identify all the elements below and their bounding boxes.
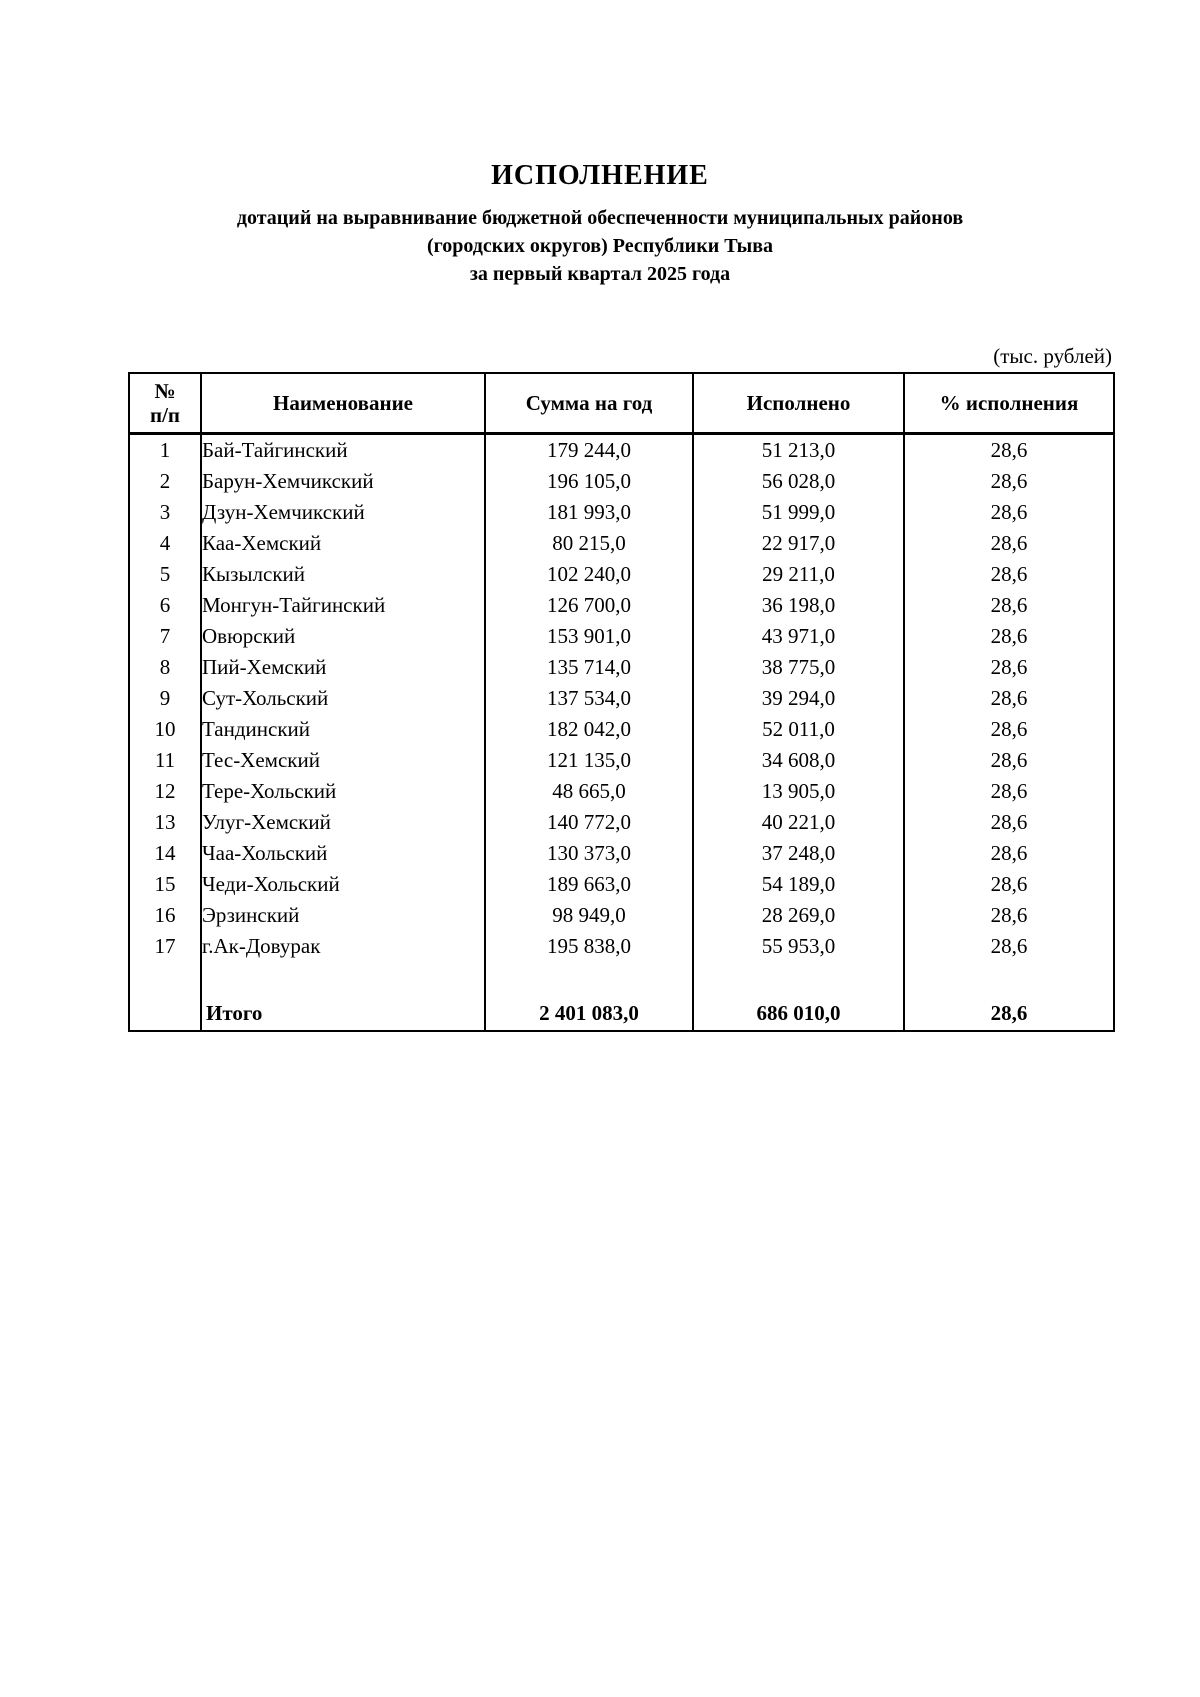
table-body bbox=[129, 434, 1114, 1032]
row-num: 8 bbox=[129, 652, 201, 683]
row-percent: 28,6 bbox=[904, 900, 1114, 931]
row-name: Каа-Хемский bbox=[201, 528, 485, 559]
row-name: Бай-Тайгинский bbox=[201, 434, 485, 467]
row-year-sum: 80 215,0 bbox=[485, 528, 693, 559]
row-executed: 28 269,0 bbox=[693, 900, 904, 931]
row-percent: 28,6 bbox=[904, 776, 1114, 807]
table-row bbox=[129, 838, 1114, 869]
row-name: Эрзинский bbox=[201, 900, 485, 931]
row-executed: 37 248,0 bbox=[693, 838, 904, 869]
row-year-sum: 130 373,0 bbox=[485, 838, 693, 869]
row-executed: 13 905,0 bbox=[693, 776, 904, 807]
row-percent: 28,6 bbox=[904, 621, 1114, 652]
row-year-sum: 140 772,0 bbox=[485, 807, 693, 838]
table-row bbox=[129, 652, 1114, 683]
row-num: 9 bbox=[129, 683, 201, 714]
row-executed: 38 775,0 bbox=[693, 652, 904, 683]
table-spacer-row bbox=[129, 962, 1114, 986]
row-num: 3 bbox=[129, 497, 201, 528]
row-percent: 28,6 bbox=[904, 590, 1114, 621]
row-name: Сут-Хольский bbox=[201, 683, 485, 714]
row-num: 13 bbox=[129, 807, 201, 838]
row-executed: 55 953,0 bbox=[693, 931, 904, 962]
row-name: Чаа-Хольский bbox=[201, 838, 485, 869]
header-executed: Исполнено bbox=[693, 373, 904, 434]
total-percent: 28,6 bbox=[904, 986, 1114, 1031]
table-row bbox=[129, 528, 1114, 559]
row-num: 4 bbox=[129, 528, 201, 559]
row-year-sum: 181 993,0 bbox=[485, 497, 693, 528]
row-num: 16 bbox=[129, 900, 201, 931]
header-num-line2: п/п bbox=[149, 403, 181, 427]
row-executed: 39 294,0 bbox=[693, 683, 904, 714]
row-year-sum: 126 700,0 bbox=[485, 590, 693, 621]
subtitle-line-3: за первый квартал 2025 года bbox=[469, 263, 731, 285]
row-percent: 28,6 bbox=[904, 528, 1114, 559]
row-percent: 28,6 bbox=[904, 714, 1114, 745]
table-header-row bbox=[129, 373, 1114, 434]
row-percent: 28,6 bbox=[904, 807, 1114, 838]
row-name: Чеди-Хольский bbox=[201, 869, 485, 900]
row-executed: 51 213,0 bbox=[693, 434, 904, 467]
table-row bbox=[129, 683, 1114, 714]
document-title: ИСПОЛНЕНИЕ bbox=[491, 160, 709, 191]
row-executed: 51 999,0 bbox=[693, 497, 904, 528]
row-year-sum: 179 244,0 bbox=[485, 434, 693, 467]
row-percent: 28,6 bbox=[904, 497, 1114, 528]
row-num: 1 bbox=[129, 434, 201, 467]
row-percent: 28,6 bbox=[904, 466, 1114, 497]
row-executed: 22 917,0 bbox=[693, 528, 904, 559]
row-name: Пий-Хемский bbox=[201, 652, 485, 683]
unit-label: (тыс. рублей) bbox=[993, 344, 1112, 368]
row-year-sum: 48 665,0 bbox=[485, 776, 693, 807]
header-year-sum: Сумма на год bbox=[485, 373, 693, 434]
row-percent: 28,6 bbox=[904, 931, 1114, 962]
row-percent: 28,6 bbox=[904, 652, 1114, 683]
subtitle-line-2: (городских округов) Республики Тыва bbox=[426, 235, 774, 257]
total-row bbox=[129, 986, 1114, 1031]
table-row bbox=[129, 714, 1114, 745]
row-name: Улуг-Хемский bbox=[201, 807, 485, 838]
table-row bbox=[129, 745, 1114, 776]
row-name: Овюрский bbox=[201, 621, 485, 652]
row-num: 12 bbox=[129, 776, 201, 807]
row-year-sum: 137 534,0 bbox=[485, 683, 693, 714]
row-percent: 28,6 bbox=[904, 559, 1114, 590]
row-year-sum: 196 105,0 bbox=[485, 466, 693, 497]
row-percent: 28,6 bbox=[904, 869, 1114, 900]
table-row bbox=[129, 776, 1114, 807]
row-percent: 28,6 bbox=[904, 745, 1114, 776]
row-percent: 28,6 bbox=[904, 434, 1114, 467]
total-label: Итого bbox=[201, 986, 485, 1031]
table-row bbox=[129, 931, 1114, 962]
row-num: 5 bbox=[129, 559, 201, 590]
total-year-sum: 2 401 083,0 bbox=[485, 986, 693, 1031]
row-name: Тандинский bbox=[201, 714, 485, 745]
row-name: Монгун-Тайгинский bbox=[201, 590, 485, 621]
row-percent: 28,6 bbox=[904, 683, 1114, 714]
total-num bbox=[129, 986, 201, 1031]
row-year-sum: 102 240,0 bbox=[485, 559, 693, 590]
row-year-sum: 98 949,0 bbox=[485, 900, 693, 931]
table-row bbox=[129, 497, 1114, 528]
table-row bbox=[129, 621, 1114, 652]
execution-table bbox=[128, 372, 1115, 1032]
table-row bbox=[129, 869, 1114, 900]
row-year-sum: 135 714,0 bbox=[485, 652, 693, 683]
row-name: Тере-Хольский bbox=[201, 776, 485, 807]
row-percent: 28,6 bbox=[904, 838, 1114, 869]
row-year-sum: 121 135,0 bbox=[485, 745, 693, 776]
row-executed: 36 198,0 bbox=[693, 590, 904, 621]
row-year-sum: 153 901,0 bbox=[485, 621, 693, 652]
row-num: 2 bbox=[129, 466, 201, 497]
table-row bbox=[129, 559, 1114, 590]
row-name: Кызылский bbox=[201, 559, 485, 590]
row-num: 14 bbox=[129, 838, 201, 869]
row-num: 15 bbox=[129, 869, 201, 900]
row-year-sum: 182 042,0 bbox=[485, 714, 693, 745]
row-executed: 56 028,0 bbox=[693, 466, 904, 497]
row-executed: 43 971,0 bbox=[693, 621, 904, 652]
row-executed: 34 608,0 bbox=[693, 745, 904, 776]
row-executed: 54 189,0 bbox=[693, 869, 904, 900]
document-subtitle bbox=[0, 204, 1200, 288]
row-name: г.Ак-Довурак bbox=[201, 931, 485, 962]
row-year-sum: 195 838,0 bbox=[485, 931, 693, 962]
table-row bbox=[129, 807, 1114, 838]
table-row bbox=[129, 900, 1114, 931]
row-name: Дзун-Хемчикский bbox=[201, 497, 485, 528]
row-num: 6 bbox=[129, 590, 201, 621]
row-num: 10 bbox=[129, 714, 201, 745]
row-executed: 29 211,0 bbox=[693, 559, 904, 590]
table-row bbox=[129, 466, 1114, 497]
table-row bbox=[129, 434, 1114, 467]
subtitle-line-1: дотаций на выравнивание бюджетной обеспеченности муниципальных районов bbox=[236, 207, 964, 229]
row-num: 11 bbox=[129, 745, 201, 776]
header-num bbox=[129, 373, 201, 434]
row-num: 7 bbox=[129, 621, 201, 652]
row-num: 17 bbox=[129, 931, 201, 962]
row-executed: 52 011,0 bbox=[693, 714, 904, 745]
row-year-sum: 189 663,0 bbox=[485, 869, 693, 900]
header-num-line1: № bbox=[154, 379, 176, 403]
row-name: Тес-Хемский bbox=[201, 745, 485, 776]
row-executed: 40 221,0 bbox=[693, 807, 904, 838]
header-name: Наименование bbox=[201, 373, 485, 434]
table-row bbox=[129, 590, 1114, 621]
total-executed: 686 010,0 bbox=[693, 986, 904, 1031]
header-percent: % исполнения bbox=[904, 373, 1114, 434]
row-name: Барун-Хемчикский bbox=[201, 466, 485, 497]
